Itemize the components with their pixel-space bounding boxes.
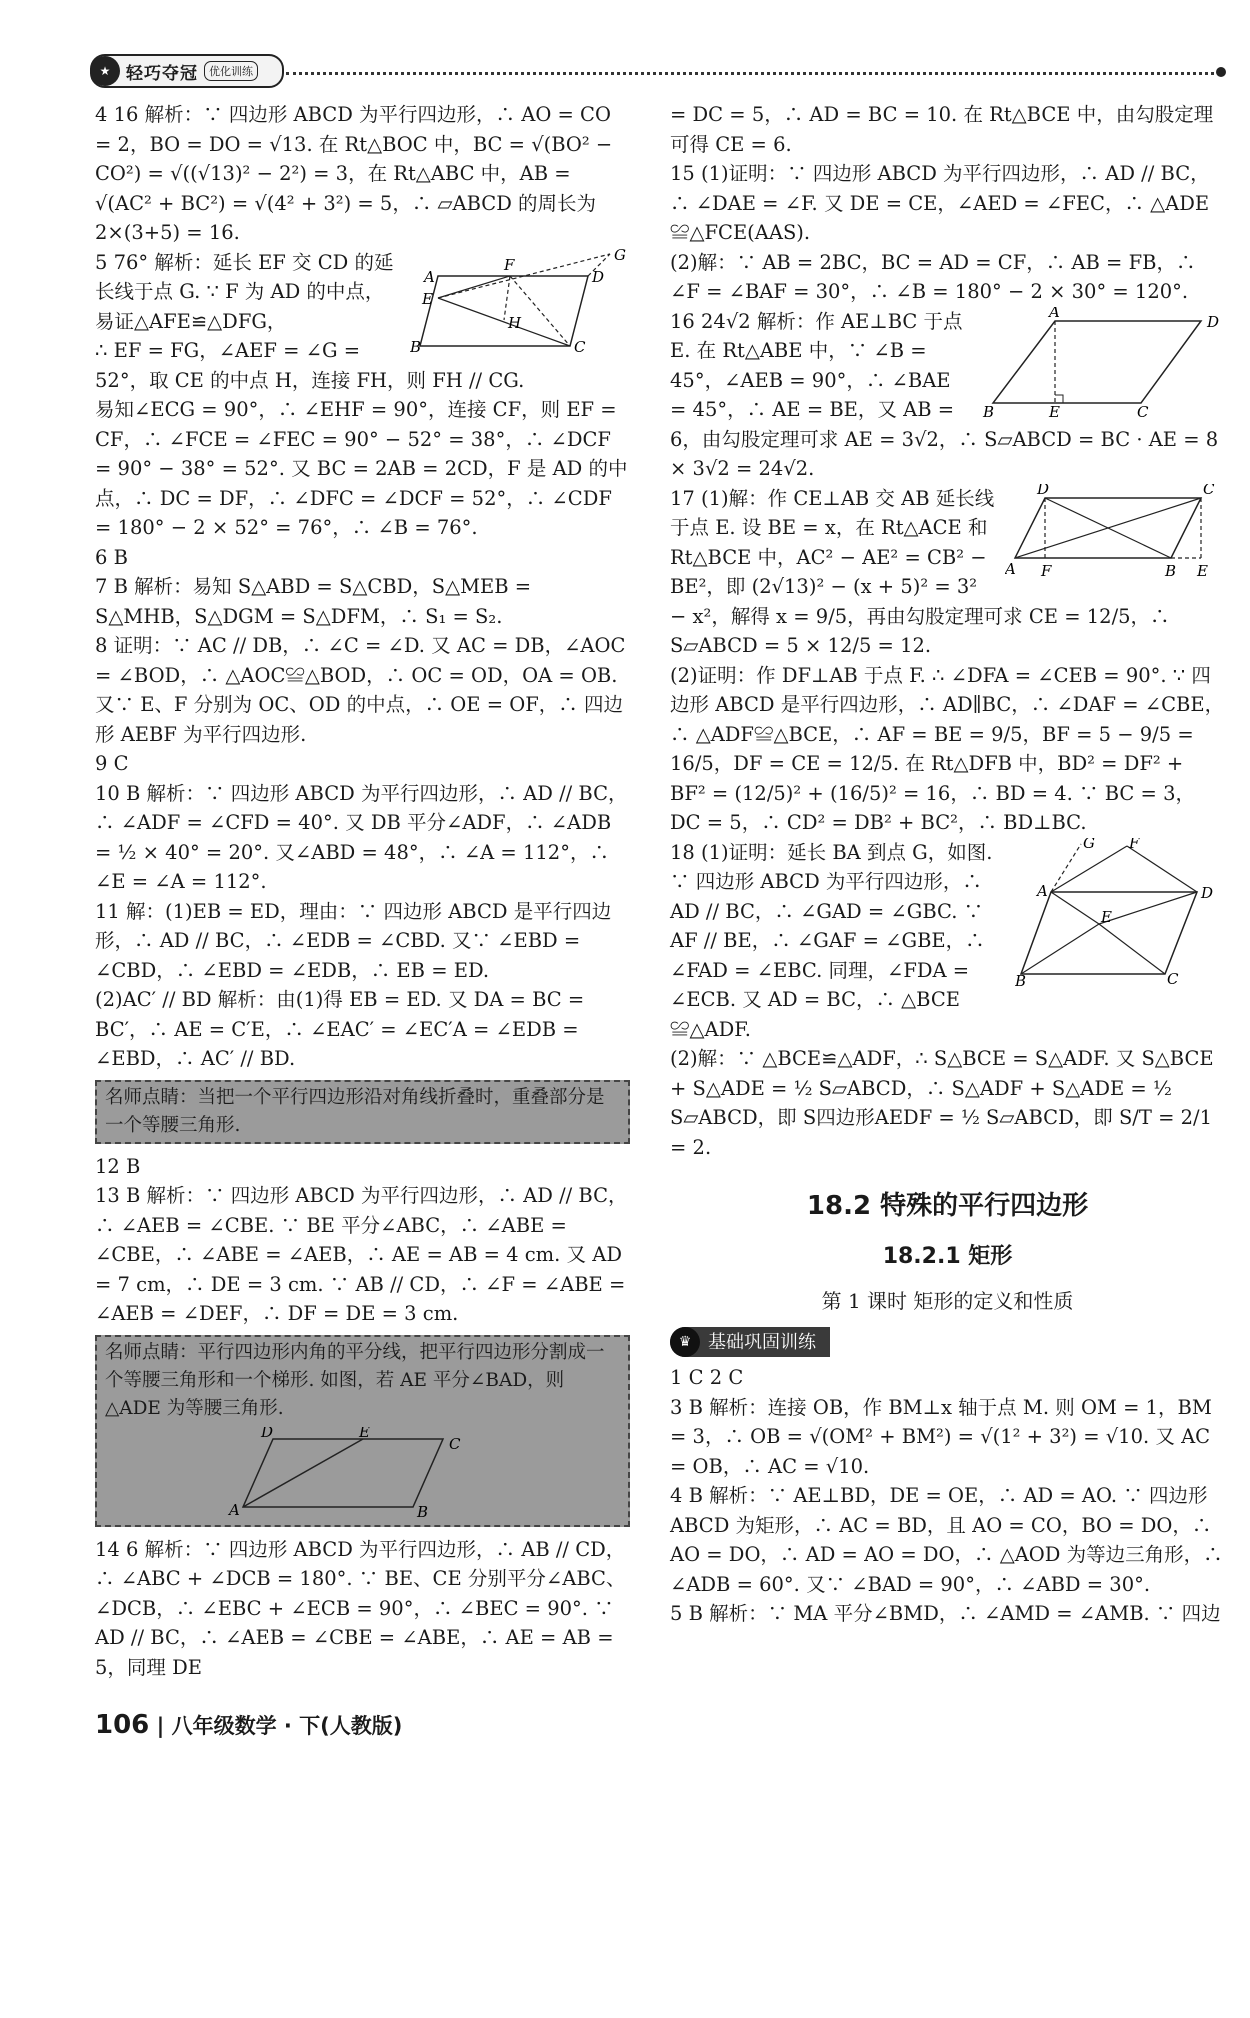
answer-9: 9 C — [95, 752, 129, 775]
subsection-title: 18.2.1 矩形 — [882, 1243, 1013, 1269]
figure-q5 — [410, 248, 630, 358]
label-c: C — [1203, 483, 1215, 498]
label-b: B — [1165, 561, 1177, 580]
page-number: 106 — [95, 1710, 150, 1740]
label-c: C — [574, 337, 586, 356]
header-rule — [286, 72, 1220, 75]
header-dot — [1216, 67, 1226, 77]
answer-17-2: (2)证明：作 DF⊥AB 于点 F. ∴ ∠DFA = ∠CEB = 90°. ∵ 四边形 ABCD 是平行四边形，∴ AD∥BC，∴ ∠DAF = ∠CBE，∴ △ADF≌△BCE，∴ AF = BE = 9/5，BF = 5 − 9/5 = 16/5，DF = CE = 12/5. 在 Rt△DFB 中，BD² = DF² + BF² = (12/5)² + (16/5)² = 16，∴ BD = 4. ∵ BC = 3，DC = 5，∴ CD² = DB² + BC²，∴ BD⊥BC. — [670, 663, 1225, 834]
answer-r4: 4 B 解析：∵ AE⊥BD，DE = OE，∴ AD = AO. ∵ 四边形 ABCD 为矩形，∴ AC = BD，且 AO = CO，BO = DO，∴ AO = DO，∴ AD = AO = DO，∴ △AOD 为等边三角形，∴ ∠ADB = 60°. 又∵ ∠BAD = 90°，∴ ∠ABD = 30°. — [670, 1484, 1223, 1596]
logo-sub: 优化训练 — [204, 61, 258, 81]
exercise-banner — [670, 1327, 830, 1357]
section-title: 18.2 特殊的平行四边形 — [806, 1191, 1089, 1221]
footer: 106 | 八年级数学 · 下(人教版) — [95, 1710, 403, 1740]
answer-r5: 5 B 解析：∵ MA 平分∠BMD，∴ ∠AMD = ∠AMB. ∵ 四边 — [670, 1602, 1221, 1626]
answer-6: 6 B — [95, 545, 128, 569]
label-e: E — [1197, 561, 1208, 580]
answer-5-end: 易知∠ECG = 90°，∴ ∠EHF = 90°，连接 CF，则 EF = CF，∴ ∠FCE = ∠FEC = 90° − 52° = 38°，∴ ∠DCF = 90° − 38° = 52°. 又 BC = 2AB = 2CD，F 是 AD 的中点，∴ DC = DF，∴ ∠DFC = ∠DCF = 52°，∴ ∠CDF = 180° − 2 × 52° = 76°，∴ ∠B = 76°. — [95, 398, 628, 539]
label-b: B — [410, 337, 422, 356]
label-f: F — [1129, 837, 1140, 852]
label-f: F — [504, 255, 515, 274]
label-d: D — [1207, 312, 1220, 331]
label-b: B — [983, 402, 995, 419]
header — [90, 50, 1220, 92]
label-a: A — [424, 267, 435, 286]
answer-18-2: (2)解：∵ △BCE≌△ADF，∴ S△BCE = S△ADF. 又 S△BCE + S△ADE = ½ S▱ABCD，∴ S△ADF + S△ADE = ½ S▱ABCD，即 S四边形AEDF = ½ S▱ABCD，即 S/T = 2/1 = 2. — [670, 1047, 1214, 1159]
answer-17-1: 17 (1)解：作 CE⊥AB 交 AB 延长线于点 E. 设 BE = x，在 Rt△ACE 和 Rt△BCE 中，AC² − AE² = CB² − BE²，即 (2√13)² − (x + 5)² = 3² − x²，解得 x = 9/5，再由勾股定理可求 CE = 12/5，∴ S▱ABCD = 5 × 12/5 = 12. — [670, 486, 1170, 657]
label-a: A — [1005, 559, 1016, 578]
banner-label: 基础巩固训练 — [708, 1331, 816, 1353]
lesson-title: 第 1 课时 矩形的定义和性质 — [821, 1289, 1074, 1313]
answer-15-2: (2)解：∵ AB = 2BC，BC = AD = CF，∴ AB = FB，∴ ∠F = ∠BAF = 30°，∴ ∠B = 180° − 2 × 30° = 120°. — [670, 250, 1196, 303]
figure-q17 — [1005, 484, 1225, 580]
answer-5-cont: ∴ EF = FG，∠AEF = ∠G = 52°，取 CE 的中点 H，连接 FH，则 FH // CG. — [95, 339, 525, 392]
answer-r1: 1 C 2 C — [670, 1366, 744, 1390]
label-e: E — [422, 289, 433, 308]
figure-q16 — [975, 307, 1225, 419]
label-g: G — [1083, 837, 1095, 852]
answer-16: 16 24√2 解析：作 AE⊥BC 于点 E. 在 Rt△ABE 中，∵ ∠B = 45°，∠AEB = 90°，∴ ∠BAE = 45°，∴ AE = BE，又 AB = 6，由勾股定理可求 AE = 3√2，∴ S▱ABCD = BC · AE = 8 × 3√2 = 24√2. — [670, 309, 1219, 480]
label-g: G — [614, 247, 626, 264]
answer-r3: 3 B 解析：连接 OB，作 BM⊥x 轴于点 M. 则 OM = 1，BM = 3，∴ OB = √(OM² + BM²) = √(1² + 3²) = √10. 又 AC = OB，∴ AC = √10. — [670, 1395, 1212, 1478]
label-b: B — [416, 1502, 428, 1519]
answer-5: 5 76° 解析：延长 EF 交 CD 的延长线于点 G. ∵ F 为 AD 的中点，易证△AFE≌△DFG， — [95, 250, 394, 333]
label-d: D — [260, 1426, 273, 1441]
label-c: C — [448, 1434, 460, 1453]
label-f: F — [1041, 561, 1052, 580]
label-c: C — [1167, 969, 1179, 988]
badge-icon: ★ — [90, 56, 120, 86]
answer-4: 4 16 解析：∵ 四边形 ABCD 为平行四边形，∴ AO = CO = 2，BO = DO = √13. 在 Rt△BOC 中，BC = √(BO² − CO²) = √((√13)² − 2²) = 3，在 Rt△ABC 中，AB = √(AC² + BC²) = √(4² + 3²) = 5，∴ ▱ABCD 的周长为 2×(3+5) = 16. — [95, 103, 613, 244]
label-d: D — [1037, 483, 1050, 498]
label-h: H — [508, 313, 522, 332]
teacher-tip-1: 名师点睛：当把一个平行四边形沿对角线折叠时，重叠部分是一个等腰三角形. — [95, 1080, 630, 1144]
answer-14-cont: = DC = 5，∴ AD = BC = 10. 在 Rt△BCE 中，由勾股定理可得 CE = 6. — [670, 103, 1214, 156]
right-column — [670, 100, 1225, 1629]
label-a: A — [228, 1500, 240, 1519]
figure-tip-2 — [213, 1427, 513, 1519]
label-c: C — [1137, 402, 1149, 419]
logo-text: 轻巧夺冠 — [126, 63, 198, 84]
brand-logo — [90, 54, 284, 88]
answer-10: 10 B 解析：∵ 四边形 ABCD 为平行四边形，∴ AD // BC，∴ ∠ADF = ∠CFD = 40°. 又 DB 平分∠ADF，∴ ∠ADB = ½ × 40° = 20°. 又∠ABD = 48°，∴ ∠A = 112°，∴ ∠E = ∠A = 112°. — [95, 781, 628, 893]
label-d: D — [1201, 883, 1214, 902]
label-a: A — [1049, 306, 1060, 321]
answer-7: 7 B 解析：易知 S△ABD = S△CBD，S△MEB = S△MHB，S△DGM = S△DFM，∴ S₁ = S₂. — [95, 575, 532, 628]
teacher-tip-2 — [95, 1335, 630, 1527]
label-b: B — [1015, 971, 1027, 988]
crown-icon: ♛ — [670, 1327, 700, 1357]
label-e: E — [1101, 907, 1112, 926]
book-title: 八年级数学 · 下(人教版) — [171, 1714, 403, 1738]
label-a: A — [1037, 881, 1048, 900]
left-column — [95, 100, 630, 1682]
answer-12: 12 B — [95, 1154, 141, 1178]
answer-13: 13 B 解析：∵ 四边形 ABCD 为平行四边形，∴ AD // BC，∴ ∠AEB = ∠CBE. ∵ BE 平分∠ABC，∴ ∠ABE = ∠CBE，∴ ∠ABE = ∠AEB，∴ AE = AB = 4 cm. 又 AD = 7 cm，∴ DE = 3 cm. ∵ AB // CD，∴ ∠F = ∠ABE = ∠AEB = ∠DEF，∴ DF = DE = 3 cm. — [95, 1184, 628, 1325]
figure-q18 — [1015, 838, 1225, 988]
answer-15-1: 15 (1)证明：∵ 四边形 ABCD 为平行四边形，∴ AD // BC，∴ ∠DAE = ∠F. 又 DE = CE，∠AED = ∠FEC，∴ △ADE ≌△FCE(AAS). — [670, 162, 1210, 244]
label-e: E — [1049, 402, 1060, 419]
teacher-tip-2-text: 名师点睛：平行四边形内角的平分线，把平行四边形分割成一个等腰三角形和一个梯形. 如图，若 AE 平分∠BAD，则△ADE 为等腰三角形. — [105, 1341, 605, 1419]
label-d: D — [592, 267, 605, 286]
answer-11-1: 11 解：(1)EB = ED，理由：∵ 四边形 ABCD 是平行四边形，∴ AD // BC，∴ ∠EDB = ∠CBD. 又∵ ∠EBD = ∠CBD，∴ ∠EBD = ∠EDB，∴ EB = ED. — [95, 899, 612, 982]
answer-18-1: 18 (1)证明：延长 BA 到点 G，如图. ∵ 四边形 ABCD 为平行四边形，∴ AD // BC，∴ ∠GAD = ∠GBC. ∵ AF // BE，∴ ∠GAF = ∠GBE，∴ ∠FAD = ∠EBC. 同理，∠FDA = ∠ECB. 又 AD = BC，∴ △BCE ≌△ADF. — [670, 840, 993, 1041]
answer-11-2: (2)AC′ // BD 解析：由(1)得 EB = ED. 又 DA = BC = BC′，∴ AE = C′E，∴ ∠EAC′ = ∠EC′A = ∠EDB = ∠EBD，∴ AC′ // BD. — [95, 988, 585, 1070]
label-e: E — [358, 1426, 370, 1441]
answer-14: 14 6 解析：∵ 四边形 ABCD 为平行四边形，∴ AB // CD，∴ ∠ABC + ∠DCB = 180°. ∵ BE、CE 分别平分∠ABC、∠DCB，∴ ∠EBC + ∠ECB = 90°，∴ ∠BEC = 90°. ∵ AD // BC，∴ ∠AEB = ∠CBE = ∠ABE，∴ AE = AB = 5，同理 DE — [95, 1537, 626, 1679]
answer-8: 8 证明：∵ AC // DB，∴ ∠C = ∠D. 又 AC = DB，∠AOC = ∠BOD，∴ △AOC≌△BOD，∴ OC = OD，OA = OB. 又∵ E、F 分别为 OC、OD 的中点，∴ OE = OF，∴ 四边形 AEBF 为平行四边形. — [95, 634, 626, 746]
